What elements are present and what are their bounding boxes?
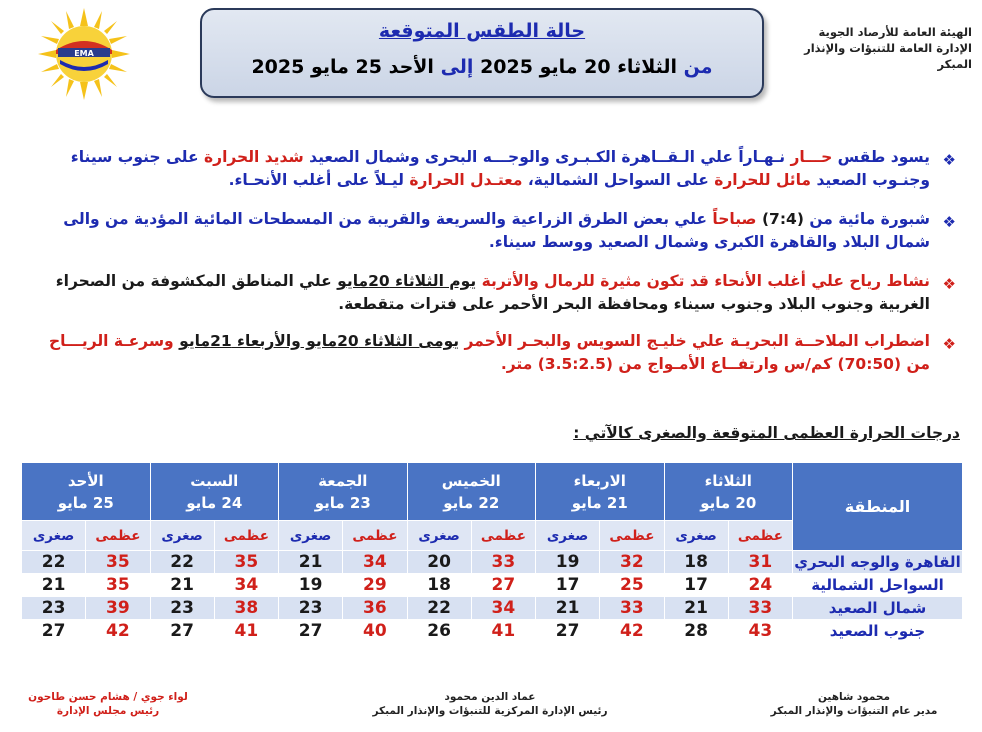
bullet-hot-weather (34, 146, 964, 192)
day-header (664, 463, 793, 521)
date-from: من (683, 56, 713, 78)
date-range (202, 56, 762, 78)
max-temp-cell: 42 (600, 620, 664, 643)
max-temp-cell: 32 (600, 551, 664, 574)
title-box (200, 8, 764, 98)
diamond-bullet-icon: ❖ (942, 213, 956, 231)
day-header (279, 463, 408, 521)
min-label: صغرى (279, 521, 343, 551)
max-temp-cell: 35 (214, 551, 278, 574)
table-row (22, 597, 963, 620)
max-temp-cell: 27 (471, 574, 535, 597)
day-date: 23 مايو (314, 493, 371, 512)
page-title: حالة الطقس المتوقعة (378, 20, 586, 42)
min-label: صغرى (407, 521, 471, 551)
bullet-text: مائل للحرارة (714, 171, 812, 189)
signatory-role: رئيس الإدارة المركزية للتنبؤات والإنذار المبكر (372, 705, 608, 717)
max-label: عظمى (343, 521, 407, 551)
min-label: صغرى (150, 521, 214, 551)
org-line-1: الهيئة العامة للأرصاد الجوية (818, 25, 972, 39)
bullet-text: شبورة مائية من (809, 210, 930, 228)
day-date: 22 مايو (443, 493, 500, 512)
max-temp-cell: 43 (728, 620, 792, 643)
table-title: درجات الحرارة العظمى المتوقعة والصغرى كالآتي : (573, 424, 960, 442)
bullet-text: صباحاً (712, 210, 757, 228)
logo-text: EMA (74, 49, 94, 58)
signatory-name: عماد الدين محمود (444, 691, 536, 703)
min-temp-cell: 17 (536, 574, 600, 597)
min-temp-cell: 18 (664, 551, 728, 574)
bullet-text: معتـدل الحرارة (409, 171, 523, 189)
min-temp-cell: 22 (22, 551, 86, 574)
min-label: صغرى (664, 521, 728, 551)
signature-right (744, 690, 964, 718)
max-temp-cell: 25 (600, 574, 664, 597)
max-temp-cell: 39 (86, 597, 150, 620)
diamond-bullet-icon: ❖ (942, 275, 956, 293)
bullet-wind (34, 270, 964, 316)
min-temp-cell: 27 (536, 620, 600, 643)
max-temp-cell: 41 (214, 620, 278, 643)
org-line-2: الإدارة العامة للتنبؤات والإنذار المبكر (804, 41, 972, 71)
day-name: الجمعة (318, 471, 368, 490)
day-header (22, 463, 151, 521)
min-temp-cell: 23 (279, 597, 343, 620)
min-temp-cell: 28 (664, 620, 728, 643)
bullet-text: نـهـاراً علي الـقــاهرة الكـبـرى والوجـــه البحرى وشمال الصعيد (309, 148, 786, 166)
table-row (22, 620, 963, 643)
signature-left (18, 690, 198, 718)
max-label: عظمى (86, 521, 150, 551)
signatory-name: لواء جوي / هشام حسن طاحون (28, 691, 188, 703)
max-temp-cell: 33 (600, 597, 664, 620)
date-start: الثلاثاء 20 مايو 2025 (480, 56, 678, 78)
min-label: صغرى (22, 521, 86, 551)
max-temp-cell: 35 (86, 574, 150, 597)
bullet-text: على جنوب سيناء وجنـوب الصعيد (70, 148, 930, 189)
region-name: جنوب الصعيد (793, 620, 963, 643)
max-temp-cell: 34 (343, 551, 407, 574)
bullet-text: شديد الحرارة (204, 148, 304, 166)
bullet-text: على السواحل الشمالية، (527, 171, 709, 189)
max-label: عظمى (471, 521, 535, 551)
bullet-text: يوم الثلاثاء 20مايو (337, 272, 477, 290)
min-temp-cell: 27 (150, 620, 214, 643)
min-temp-cell: 19 (279, 574, 343, 597)
min-temp-cell: 21 (279, 551, 343, 574)
signatory-name: محمود شاهين (817, 691, 891, 703)
region-header: المنطقة (793, 463, 963, 551)
min-temp-cell: 22 (407, 597, 471, 620)
min-temp-cell: 21 (664, 597, 728, 620)
bullet-text: يومى الثلاثاء 20مايو والأربعاء 21مايو (179, 332, 460, 350)
max-temp-cell: 24 (728, 574, 792, 597)
min-temp-cell: 27 (22, 620, 86, 643)
max-temp-cell: 33 (471, 551, 535, 574)
day-date: 24 مايو (186, 493, 243, 512)
max-label: عظمى (600, 521, 664, 551)
bullet-text: يسود طقس (837, 148, 930, 166)
region-name: القاهرة والوجه البحري (793, 551, 963, 574)
signatory-role: رئيس مجلس الإدارة (56, 705, 160, 717)
bullet-text: (7:4) (761, 210, 804, 228)
signature-center (340, 690, 640, 718)
day-name: السبت (190, 471, 239, 490)
max-temp-cell: 40 (343, 620, 407, 643)
max-temp-cell: 33 (728, 597, 792, 620)
table-row (22, 574, 963, 597)
day-header (150, 463, 279, 521)
bullet-text: نشاط رياح علي أغلب الأنحاء قد تكون مثيرة للرمال والأتربة (481, 272, 930, 290)
max-temp-cell: 38 (214, 597, 278, 620)
diamond-bullet-icon: ❖ (942, 151, 956, 169)
forecast-bullets (34, 146, 964, 376)
max-label: عظمى (728, 521, 792, 551)
min-temp-cell: 21 (22, 574, 86, 597)
bullet-fog (34, 208, 964, 254)
organization-name (772, 24, 972, 72)
bullet-text: وسرعـة الريـــاح من (70:50) كم/س وارتفــاع الأمـواج من (3.5:2.5) متر. (49, 332, 930, 373)
max-temp-cell: 41 (471, 620, 535, 643)
day-header (407, 463, 536, 521)
region-name: شمال الصعيد (793, 597, 963, 620)
max-temp-cell: 31 (728, 551, 792, 574)
bullet-text: حـــار (790, 148, 833, 166)
day-header (536, 463, 665, 521)
max-temp-cell: 34 (214, 574, 278, 597)
ema-logo-icon (36, 6, 132, 102)
max-temp-cell: 34 (471, 597, 535, 620)
min-label: صغرى (536, 521, 600, 551)
min-temp-cell: 23 (150, 597, 214, 620)
temperature-table (21, 462, 963, 643)
day-date: 21 مايو (571, 493, 628, 512)
bullet-text: علي بعض الطرق الزراعية والسريعة والقريبة من المسطحات المائية المؤدية من والى شمال البلاد والقاهرة الكبرى وشمال الصعيد ووسط سيناء. (63, 210, 930, 251)
day-name: الثلاثاء (704, 471, 752, 490)
min-temp-cell: 21 (150, 574, 214, 597)
min-temp-cell: 19 (536, 551, 600, 574)
table-row (22, 551, 963, 574)
max-temp-cell: 42 (86, 620, 150, 643)
date-end: الأحد 25 مايو 2025 (251, 56, 434, 78)
diamond-bullet-icon: ❖ (942, 335, 956, 353)
day-name: الأحد (67, 471, 104, 490)
signatory-role: مدير عام التنبؤات والإنذار المبكر (770, 705, 938, 717)
max-label: عظمى (214, 521, 278, 551)
date-to: إلى (440, 56, 474, 78)
min-temp-cell: 26 (407, 620, 471, 643)
min-temp-cell: 27 (279, 620, 343, 643)
max-temp-cell: 29 (343, 574, 407, 597)
max-temp-cell: 35 (86, 551, 150, 574)
max-temp-cell: 36 (343, 597, 407, 620)
bullet-text: اضطراب الملاحــة البحريـة علي خليـج السويس والبحـر الأحمر (464, 332, 930, 350)
min-temp-cell: 17 (664, 574, 728, 597)
min-temp-cell: 21 (536, 597, 600, 620)
min-temp-cell: 20 (407, 551, 471, 574)
region-name: السواحل الشمالية (793, 574, 963, 597)
min-temp-cell: 23 (22, 597, 86, 620)
bullet-marine (34, 330, 964, 376)
bullet-text: ليـلاً على أغلب الأنحـاء. (228, 171, 404, 189)
min-temp-cell: 18 (407, 574, 471, 597)
bullet-text: علي المناطق المكشوفة من الصحراء الغربية وجنوب البلاد وجنوب سيناء ومحافظة البحر الأحمر على فترات متقطعة. (55, 272, 930, 313)
day-date: 20 مايو (700, 493, 757, 512)
day-name: الاربعاء (573, 471, 626, 490)
day-name: الخميس (441, 471, 501, 490)
day-date: 25 مايو (57, 493, 114, 512)
min-temp-cell: 22 (150, 551, 214, 574)
